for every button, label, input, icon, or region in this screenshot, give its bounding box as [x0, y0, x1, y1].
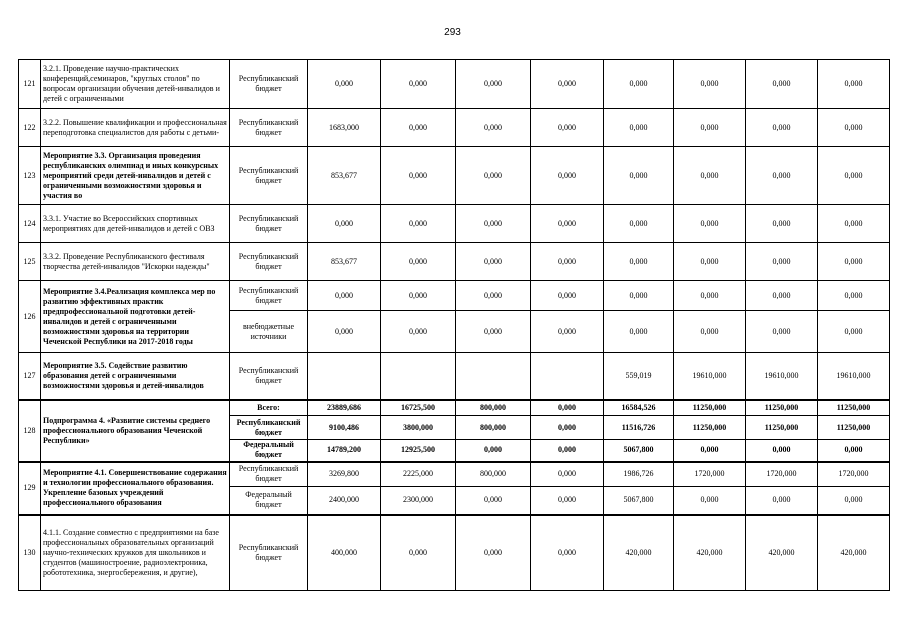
amount-cell: 0,000 — [456, 205, 531, 243]
amount-cell: 11250,000 — [818, 416, 890, 440]
event-description-text: Мероприятие 4.1. Совершенствование содержания и технологии профессионального образования. Укрепление базовых учреждений профессионального образования — [43, 468, 227, 507]
amount-cell: 12925,500 — [381, 440, 456, 462]
amount-cell: 0,000 — [818, 311, 890, 353]
amount-cell: 0,000 — [531, 311, 604, 353]
amount-cell: 0,000 — [531, 281, 604, 311]
amount-cell: 420,000 — [818, 515, 890, 591]
event-description — [41, 60, 230, 109]
row-number: 124 — [19, 205, 41, 243]
budget-table — [18, 59, 890, 591]
amount-cell: 0,000 — [818, 147, 890, 205]
amount-cell: 0,000 — [604, 109, 674, 147]
funding-source: Республиканский бюджет — [230, 281, 308, 311]
amount-cell: 420,000 — [674, 515, 746, 591]
amount-cell: 0,000 — [674, 281, 746, 311]
event-description — [41, 462, 230, 515]
amount-cell: 3800,000 — [381, 416, 456, 440]
amount-cell: 800,000 — [456, 416, 531, 440]
amount-cell: 2225,000 — [381, 462, 456, 487]
table-row — [19, 147, 890, 205]
amount-cell: 1720,000 — [818, 462, 890, 487]
amount-cell: 0,000 — [818, 109, 890, 147]
page-number: 293 — [444, 27, 461, 38]
event-description-text: 3.3.1. Участие во Всероссийских спортивных мероприятиях для детей-инвалидов и детей с ОВЗ — [43, 213, 215, 233]
event-description-text: Подпрограмма 4. «Развитие системы среднего профессионального образования Чеченской Республики» — [43, 415, 211, 445]
event-description-text: 3.2.1. Проведение научно-практических конференций,семинаров, "круглых столов" по вопросам организации обучения детей-инвалидов и детей с ограниченными — [43, 64, 220, 103]
amount-cell: 0,000 — [531, 109, 604, 147]
amount-cell: 0,000 — [818, 281, 890, 311]
amount-cell: 0,000 — [746, 243, 818, 281]
amount-cell: 0,000 — [456, 60, 531, 109]
row-number: 121 — [19, 60, 41, 109]
amount-cell: 19610,000 — [746, 353, 818, 400]
amount-cell: 0,000 — [531, 515, 604, 591]
amount-cell: 0,000 — [308, 60, 381, 109]
amount-cell: 9100,486 — [308, 416, 381, 440]
amount-cell: 1720,000 — [746, 462, 818, 487]
amount-cell: 0,000 — [531, 147, 604, 205]
amount-cell: 853,677 — [308, 243, 381, 281]
amount-cell: 0,000 — [531, 243, 604, 281]
amount-cell: 0,000 — [531, 416, 604, 440]
event-description-text: 3.2.2. Повышение квалификации и профессиональная переподготовка специалистов для работы с детьми- — [43, 117, 227, 137]
amount-cell: 0,000 — [456, 311, 531, 353]
amount-cell: 23889,686 — [308, 400, 381, 416]
amount-cell: 0,000 — [604, 243, 674, 281]
amount-cell: 0,000 — [746, 311, 818, 353]
row-number: 126 — [19, 281, 41, 353]
amount-cell: 0,000 — [381, 311, 456, 353]
amount-cell: 3269,800 — [308, 462, 381, 487]
amount-cell: 1986,726 — [604, 462, 674, 487]
amount-cell: 0,000 — [746, 109, 818, 147]
amount-cell: 420,000 — [746, 515, 818, 591]
funding-source: Республиканский бюджет — [230, 462, 308, 487]
amount-cell: 0,000 — [604, 281, 674, 311]
event-description — [41, 515, 230, 591]
amount-cell: 0,000 — [818, 487, 890, 515]
amount-cell: 0,000 — [381, 243, 456, 281]
table-row — [19, 462, 890, 487]
funding-source: Всего: — [230, 400, 308, 416]
amount-cell: 0,000 — [308, 281, 381, 311]
amount-cell: 0,000 — [746, 440, 818, 462]
table-row — [19, 353, 890, 400]
amount-cell: 5067,800 — [604, 487, 674, 515]
table-row — [19, 400, 890, 416]
amount-cell: 5067,800 — [604, 440, 674, 462]
table-row — [19, 205, 890, 243]
amount-cell: 0,000 — [674, 440, 746, 462]
amount-cell: 11250,000 — [746, 400, 818, 416]
table-row — [19, 281, 890, 311]
amount-cell: 0,000 — [818, 205, 890, 243]
amount-cell: 0,000 — [674, 109, 746, 147]
row-number: 123 — [19, 147, 41, 205]
funding-source: Республиканский бюджет — [230, 205, 308, 243]
amount-cell: 400,000 — [308, 515, 381, 591]
amount-cell: 0,000 — [818, 60, 890, 109]
row-number: 129 — [19, 462, 41, 515]
amount-cell: 559,019 — [604, 353, 674, 400]
amount-cell: 0,000 — [381, 205, 456, 243]
amount-cell: 16725,500 — [381, 400, 456, 416]
amount-cell: 800,000 — [456, 400, 531, 416]
row-number: 130 — [19, 515, 41, 591]
funding-source: Республиканский бюджет — [230, 515, 308, 591]
row-number: 127 — [19, 353, 41, 400]
amount-cell: 0,000 — [604, 147, 674, 205]
amount-cell: 2300,000 — [381, 487, 456, 515]
amount-cell: 0,000 — [746, 205, 818, 243]
row-number: 125 — [19, 243, 41, 281]
funding-source: внебюджетные источники — [230, 311, 308, 353]
amount-cell: 16584,526 — [604, 400, 674, 416]
funding-source: Республиканский бюджет — [230, 353, 308, 400]
table-row — [19, 109, 890, 147]
table-row — [19, 515, 890, 591]
amount-cell: 0,000 — [531, 400, 604, 416]
amount-cell: 0,000 — [818, 440, 890, 462]
amount-cell: 0,000 — [381, 515, 456, 591]
funding-source: Федеральный бюджет — [230, 440, 308, 462]
amount-cell — [308, 353, 381, 400]
amount-cell: 0,000 — [381, 147, 456, 205]
amount-cell: 0,000 — [674, 243, 746, 281]
amount-cell: 0,000 — [818, 243, 890, 281]
amount-cell: 0,000 — [381, 109, 456, 147]
amount-cell: 0,000 — [531, 205, 604, 243]
amount-cell: 0,000 — [381, 60, 456, 109]
amount-cell: 0,000 — [381, 281, 456, 311]
amount-cell: 0,000 — [456, 487, 531, 515]
amount-cell: 0,000 — [746, 60, 818, 109]
amount-cell: 0,000 — [308, 311, 381, 353]
amount-cell: 0,000 — [746, 281, 818, 311]
row-number: 128 — [19, 400, 41, 462]
funding-source: Республиканский бюджет — [230, 416, 308, 440]
amount-cell: 11250,000 — [746, 416, 818, 440]
event-description — [41, 243, 230, 281]
funding-source: Федеральный бюджет — [230, 487, 308, 515]
table-row — [19, 243, 890, 281]
amount-cell: 0,000 — [604, 60, 674, 109]
event-description — [41, 147, 230, 205]
event-description-text: Мероприятие 3.4.Реализация комплекса мер по развитию эффективных практик предпрофессиональной подготовки детей-инвалидов и детей с ограниченными возможностями здоровья на территории Чеченской Республики на 2017-2018 годы — [43, 286, 216, 346]
event-description — [41, 400, 230, 462]
amount-cell: 0,000 — [674, 60, 746, 109]
funding-source: Республиканский бюджет — [230, 243, 308, 281]
table-row — [19, 60, 890, 109]
event-description — [41, 109, 230, 147]
event-description — [41, 353, 230, 400]
amount-cell: 0,000 — [531, 487, 604, 515]
amount-cell: 0,000 — [604, 311, 674, 353]
funding-source: Республиканский бюджет — [230, 60, 308, 109]
funding-source: Республиканский бюджет — [230, 109, 308, 147]
amount-cell: 0,000 — [456, 109, 531, 147]
event-description-text: Мероприятие 3.5. Содействие развитию образования детей с ограниченными возможностями здоровья и детей-инвалидов — [43, 360, 204, 390]
amount-cell: 14789,200 — [308, 440, 381, 462]
amount-cell: 420,000 — [604, 515, 674, 591]
amount-cell: 19610,000 — [674, 353, 746, 400]
row-number: 122 — [19, 109, 41, 147]
amount-cell: 0,000 — [674, 487, 746, 515]
amount-cell: 1720,000 — [674, 462, 746, 487]
amount-cell: 0,000 — [456, 515, 531, 591]
amount-cell: 11250,000 — [674, 400, 746, 416]
amount-cell: 11516,726 — [604, 416, 674, 440]
amount-cell: 0,000 — [746, 147, 818, 205]
amount-cell: 2400,000 — [308, 487, 381, 515]
event-description-text: 3.3.2. Проведение Республиканского фестиваля творчества детей-инвалидов "Искорки надежды" — [43, 251, 210, 271]
amount-cell: 11250,000 — [674, 416, 746, 440]
amount-cell: 0,000 — [531, 440, 604, 462]
amount-cell: 0,000 — [456, 147, 531, 205]
event-description — [41, 205, 230, 243]
amount-cell: 0,000 — [604, 205, 674, 243]
amount-cell: 0,000 — [531, 60, 604, 109]
amount-cell: 0,000 — [531, 462, 604, 487]
event-description-text: 4.1.1. Создание совместно с предприятиями на базе профессиональных образовательных организаций научно-технических кружков для школьников и студентов (машиностроение, радиоэлектроника, робототехника, энергосбережения, и другие), — [43, 527, 219, 577]
amount-cell: 800,000 — [456, 462, 531, 487]
amount-cell: 0,000 — [674, 205, 746, 243]
amount-cell — [531, 353, 604, 400]
amount-cell: 0,000 — [456, 281, 531, 311]
event-description-text: Мероприятие 3.3. Организация проведения республиканских олимпиад и иных конкурсных мероприятий среди детей-инвалидов и детей с ограниченными возможностями здоровья и участия во — [43, 150, 219, 200]
amount-cell: 0,000 — [456, 243, 531, 281]
funding-source: Республиканский бюджет — [230, 147, 308, 205]
amount-cell: 853,677 — [308, 147, 381, 205]
amount-cell: 0,000 — [674, 311, 746, 353]
amount-cell: 0,000 — [746, 487, 818, 515]
amount-cell: 1683,000 — [308, 109, 381, 147]
amount-cell: 0,000 — [308, 205, 381, 243]
event-description — [41, 281, 230, 353]
amount-cell — [381, 353, 456, 400]
amount-cell: 0,000 — [456, 440, 531, 462]
amount-cell: 11250,000 — [818, 400, 890, 416]
amount-cell: 0,000 — [674, 147, 746, 205]
amount-cell — [456, 353, 531, 400]
amount-cell: 19610,000 — [818, 353, 890, 400]
